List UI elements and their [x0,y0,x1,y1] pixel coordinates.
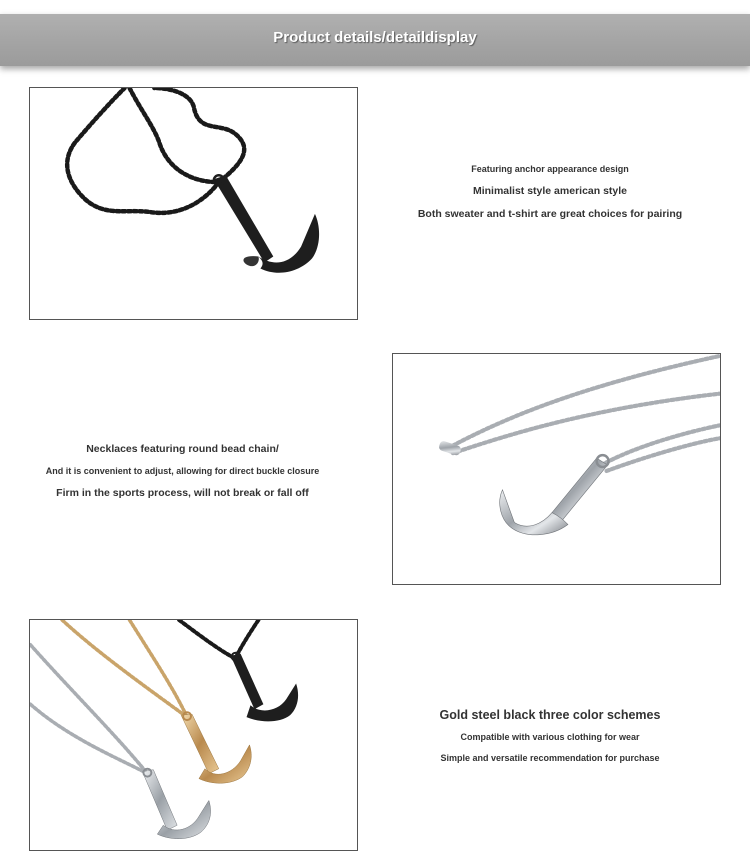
black-anchor-photo [29,87,358,320]
three-color-anchors-illustration [30,620,357,850]
silver-anchor-photo [392,353,721,585]
section-1-caption [380,164,720,220]
silver-anchor-illustration [393,354,720,584]
header-banner [0,14,750,66]
section-1-line-3: Both sweater and t-shirt are great choices for pairing [417,208,683,220]
section-3-line-2: Compatible with various clothing for wear [460,732,640,742]
section-2-line-3: Firm in the sports process, will not break or fall off [56,487,309,499]
section-3-line-1: Gold steel black three color schemes [439,708,661,722]
section-3-line-3: Simple and versatile recommendation for purchase [440,753,660,763]
section-2-line-2: And it is convenient to adjust, allowing for direct buckle closure [45,466,320,476]
black-anchor-illustration [30,88,357,319]
section-3-caption [375,708,725,763]
page-title: Product details/detaildisplay [273,29,477,46]
three-color-anchors-photo [29,619,358,851]
section-2-line-1: Necklaces featuring round bead chain/ [86,443,279,455]
section-1-line-1: Featuring anchor appearance design [471,164,629,174]
section-2-caption [10,443,355,499]
section-1-line-2: Minimalist style american style [472,185,628,197]
